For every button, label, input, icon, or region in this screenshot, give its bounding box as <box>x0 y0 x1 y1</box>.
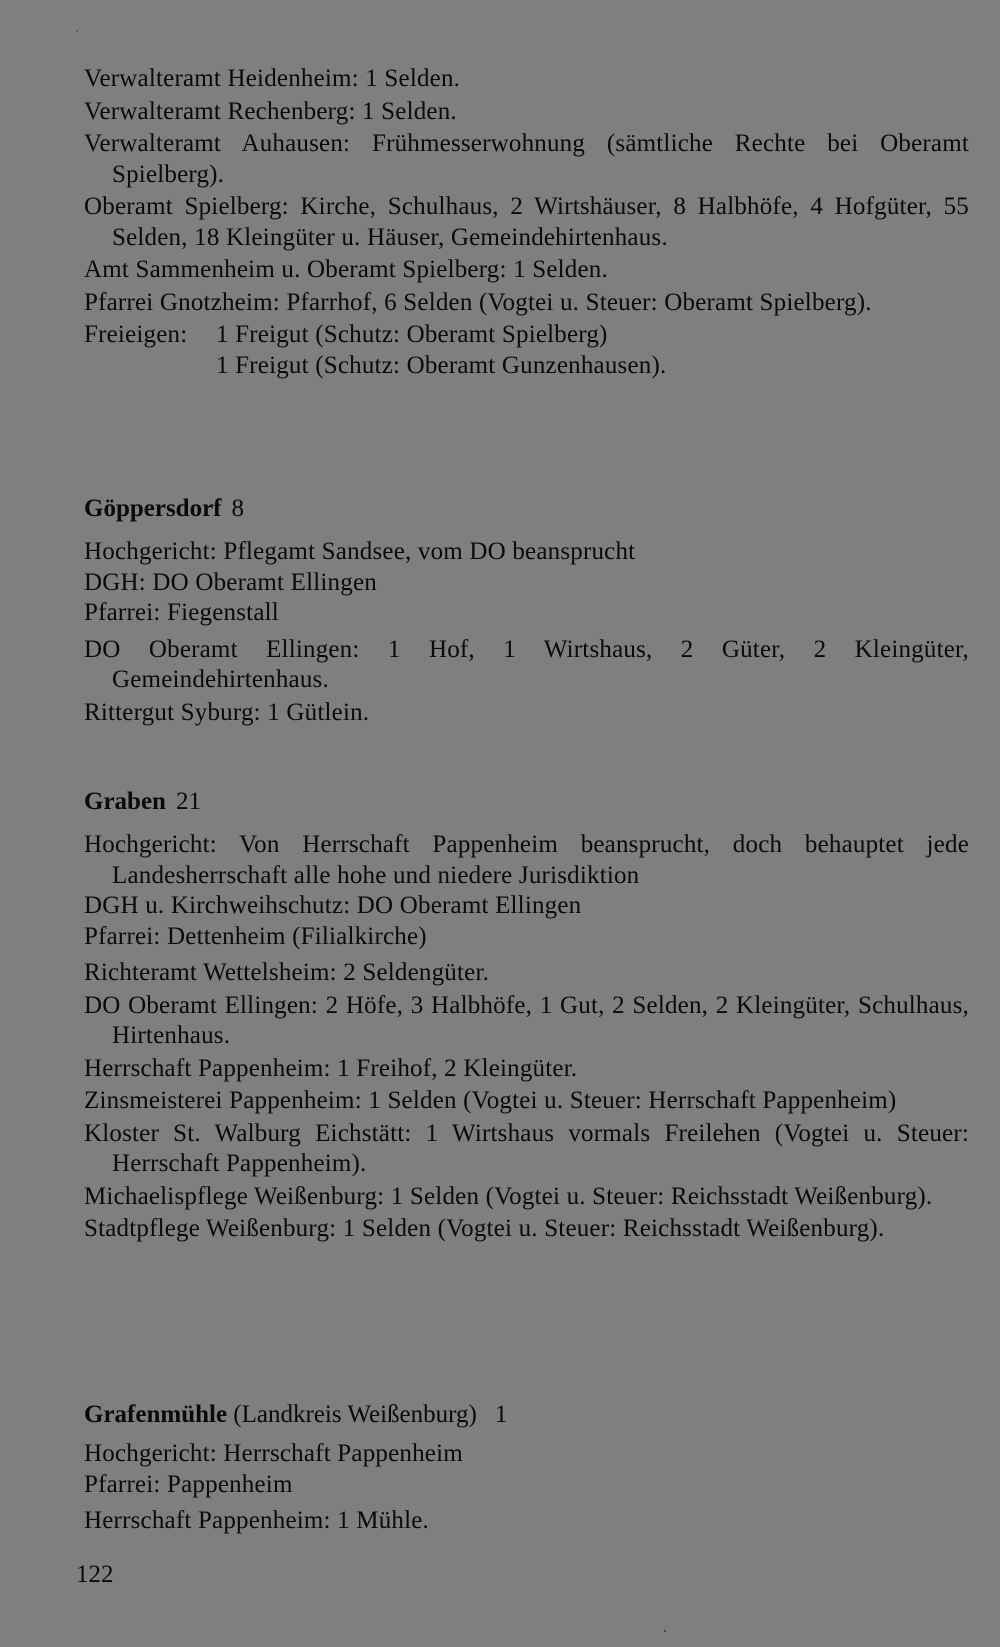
freieigen-spacer <box>84 351 216 382</box>
freieigen-line: 1 Freigut (Schutz: Oberamt Gunzenhausen). <box>216 351 667 379</box>
place-count: 8 <box>231 495 244 522</box>
entry: Pfarrei Gnotzheim: Pfarrhof, 6 Selden (Vogtei u. Steuer: Oberamt Spielberg). <box>84 288 872 316</box>
entry: Stadtpflege Weißenburg: 1 Selden (Vogtei u. Steuer: Reichsstadt Weißenburg). <box>84 1215 885 1242</box>
entry: Verwalteramt Heidenheim: 1 Selden. <box>84 65 461 92</box>
entry: Michaelispflege Weißenburg: 1 Selden (Vogtei u. Steuer: Reichsstadt Weißenburg). <box>84 1182 933 1210</box>
freieigen-line: 1 Freigut (Schutz: Oberamt Spielberg) <box>216 321 608 348</box>
top-section <box>84 64 969 381</box>
place-name: Göppersdorf <box>84 495 222 522</box>
meta-line: Pfarrei: Fiegenstall <box>84 599 279 626</box>
section-body-graben <box>84 830 969 1247</box>
entry: DO Oberamt Ellingen: 1 Hof, 1 Wirtshaus, 2 Güter, 2 Kleingüter, Gemeindehirtenhaus. <box>84 635 969 693</box>
place-name: Graben <box>84 788 166 815</box>
section-heading-grafenmuehle <box>84 1400 969 1430</box>
entry: Rittergut Syburg: 1 Gütlein. <box>84 698 370 726</box>
entry: DO Oberamt Ellingen: 2 Höfe, 3 Halbhöfe, 1 Gut, 2 Selden, 2 Kleingüter, Schulhaus, Hirtenhaus. <box>84 991 969 1049</box>
entry: Richteramt Wettelsheim: 2 Seldengüter. <box>84 959 490 986</box>
meta-line: Hochgericht: Herrschaft Pappenheim <box>84 1440 463 1467</box>
meta-line: DGH: DO Oberamt Ellingen <box>84 568 377 596</box>
scan-speck <box>76 30 78 32</box>
entry: Zinsmeisterei Pappenheim: 1 Selden (Vogtei u. Steuer: Herrschaft Pappenheim) <box>84 1087 897 1114</box>
entry: Oberamt Spielberg: Kirche, Schulhaus, 2 Wirtshäuser, 8 Halbhöfe, 4 Hofgüter, 55 Selden, 18 Kleingüter u. Häuser, Gemeindehirtenhaus. <box>84 193 969 251</box>
meta-line: Hochgericht: Pflegamt Sandsee, vom DO beansprucht <box>84 538 636 565</box>
section-body-goeppersdorf <box>84 537 969 730</box>
freieigen-row-2 <box>84 351 969 382</box>
freieigen-row-1 <box>84 320 969 351</box>
place-count: 21 <box>175 788 201 815</box>
place-qualifier: (Landkreis Weißenburg) <box>233 1401 477 1428</box>
place-name: Grafenmühle <box>84 1401 228 1428</box>
entry: Verwalteramt Auhausen: Frühmesserwohnung (sämtliche Rechte bei Oberamt Spielberg). <box>84 130 969 188</box>
entry: Herrschaft Pappenheim: 1 Mühle. <box>84 1507 429 1534</box>
section-body-grafenmuehle <box>84 1439 969 1539</box>
meta-line: Pfarrei: Dettenheim (Filialkirche) <box>84 922 427 950</box>
page-number: 122 <box>76 1561 114 1588</box>
entry: Amt Sammenheim u. Oberamt Spielberg: 1 Selden. <box>84 256 608 283</box>
section-heading-goeppersdorf <box>84 494 969 524</box>
freieigen-label: Freieigen: <box>84 321 188 348</box>
section-heading-graben <box>84 787 969 817</box>
meta-line: Hochgericht: Von Herrschaft Pappenheim beansprucht, doch behauptet jede Landesherrschaft alle hohe und niedere Jurisdiktion <box>84 831 969 889</box>
entry: Herrschaft Pappenheim: 1 Freihof, 2 Kleingüter. <box>84 1054 578 1082</box>
entry: Kloster St. Walburg Eichstätt: 1 Wirtshaus vormals Freilehen (Vogtei u. Steuer: Herrschaft Pappenheim). <box>84 1119 969 1177</box>
place-count: 1 <box>494 1401 508 1428</box>
scan-speck <box>664 1630 666 1632</box>
meta-line: DGH u. Kirchweihschutz: DO Oberamt Ellingen <box>84 892 582 919</box>
entry: Verwalteramt Rechenberg: 1 Selden. <box>84 97 457 125</box>
meta-line: Pfarrei: Pappenheim <box>84 1470 293 1498</box>
